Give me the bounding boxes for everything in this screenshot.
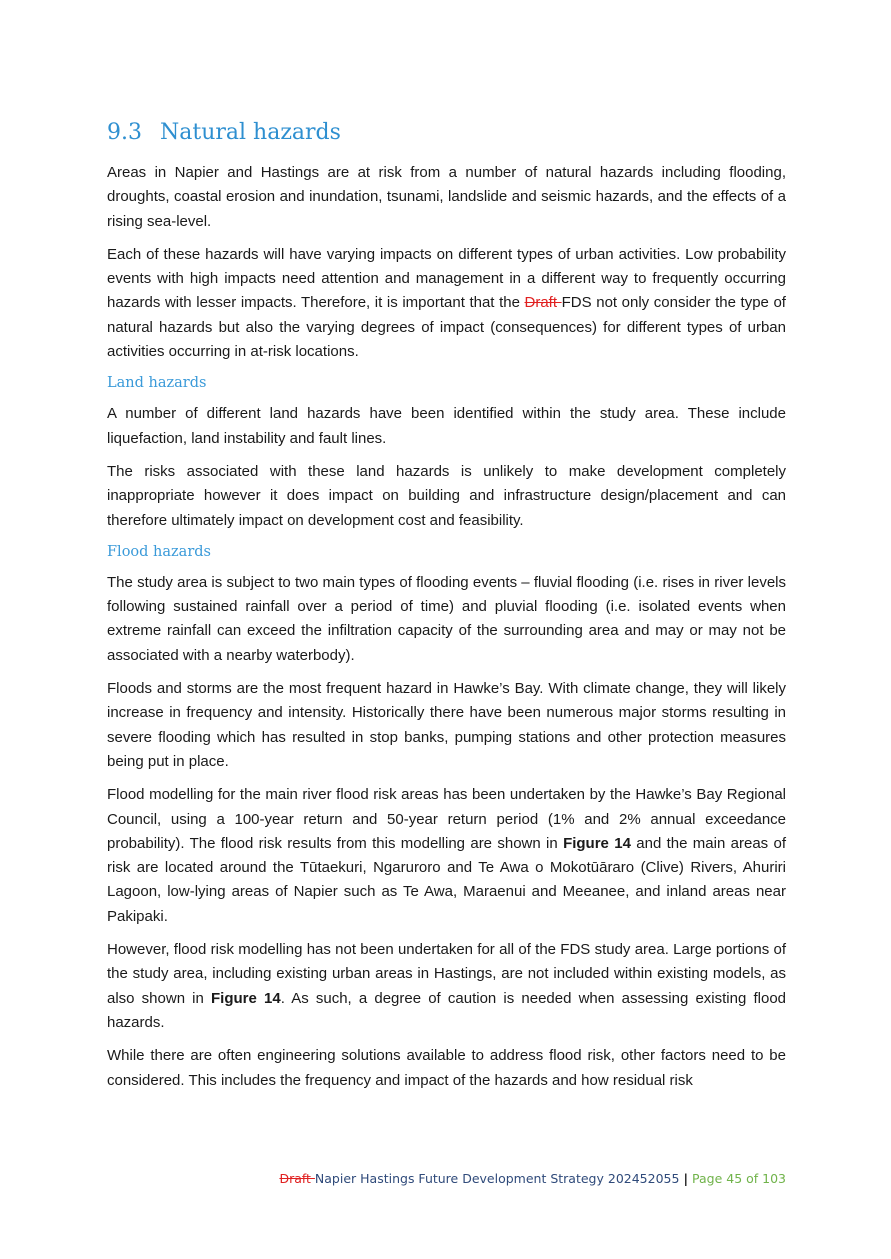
flood-paragraph-1: The study area is subject to two main types of flooding events – fluvial flooding (i.e. rises in river levels following sustained rainfall over a period of time) and pluvial flooding (i.e. isolated events when extreme rainfall can exceed the infiltration capacity of the surrounding area and may or may not be associated with a nearby waterbody). (107, 573, 786, 664)
flood-p3-text-after: and the main areas of risk are located around the Tūtaekuri, Ngaruroro and Te Awa o Mokotūāraro (Clive) Rivers, Ahuriri Lagoon, low-lying areas of Napier such as Te Awa, Maraenui and Meeanee, and inland areas near Pakipaki. (107, 834, 787, 925)
section-heading (107, 118, 786, 148)
intro-paragraph-1: Areas in Napier and Hastings are at risk from a number of natural hazards including flooding, droughts, coastal erosion and inundation, tsunami, landslide and seismic hazards, and the effects of a rising sea-level. (107, 164, 786, 230)
footer-page-number: Page 45 of 103 (692, 1171, 786, 1186)
page-content (107, 118, 786, 1102)
intro-paragraph-2 (107, 243, 786, 364)
flood-p4-text-after: . As such, a degree of caution is needed when assessing existing flood hazards. (107, 989, 787, 1031)
section-number: 9.3 (107, 120, 142, 145)
intro-p2-text-after: FDS not only consider the type of natural hazards but also the varying degrees of impact (consequences) for different types of urban activities occurring in at-risk locations. (107, 294, 786, 361)
footer-separator: | (683, 1171, 689, 1186)
section-title: Natural hazards (160, 120, 341, 145)
intro-p2-text-before: Each of these hazards will have varying impacts on different types of urban activities. Low probability events with high impacts need attention and management in a different way to frequently occurring hazards with lesser impacts. Therefore, it is important that the (107, 245, 786, 312)
flood-paragraph-3 (107, 783, 786, 929)
page-footer (279, 1170, 786, 1188)
flood-paragraph-2: Floods and storms are the most frequent hazard in Hawke’s Bay. With climate change, they will likely increase in frequency and intensity. Historically there have been numerous major storms resulting in severe flooding which has resulted in stop banks, pumping stations and other protection measures being put in place. (107, 680, 786, 770)
flood-hazards-heading: Flood hazards (107, 543, 211, 560)
land-paragraph-1: A number of different land hazards have been identified within the study area. These include liquefaction, land instability and fault lines. (107, 405, 786, 447)
land-hazards-heading: Land hazards (107, 375, 207, 392)
land-paragraph-2: The risks associated with these land hazards is unlikely to make development completely inappropriate however it does impact on building and infrastructure design/placement and can therefore ultimately impact on development cost and feasibility. (107, 462, 786, 529)
flood-paragraph-5: While there are often engineering solutions available to address flood risk, other factors need to be considered. This includes the frequency and impact of the hazards and how residual risk (107, 1047, 786, 1089)
footer-document-title: Napier Hastings Future Development Strategy 202452055 (314, 1171, 680, 1186)
deleted-text-draft: Draft (524, 294, 562, 312)
footer-deleted-draft: Draft (279, 1171, 315, 1186)
figure-reference: Figure 14 (563, 834, 631, 852)
flood-p3-text-before: Flood modelling for the main river flood risk areas has been undertaken by the Hawke’s Bay Regional Council, using a 100-year return and 50-year return period (1% and 2% annual exceedance probability). The flood risk results from this modelling are shown in (107, 786, 786, 852)
flood-paragraph-4 (107, 938, 786, 1035)
figure-reference: Figure 14 (211, 989, 281, 1007)
flood-p4-text-before: However, flood risk modelling has not been undertaken for all of the FDS study area. Large portions of the study area, including existing urban areas in Hastings, are not included within existing models, as also shown in (107, 941, 786, 1007)
